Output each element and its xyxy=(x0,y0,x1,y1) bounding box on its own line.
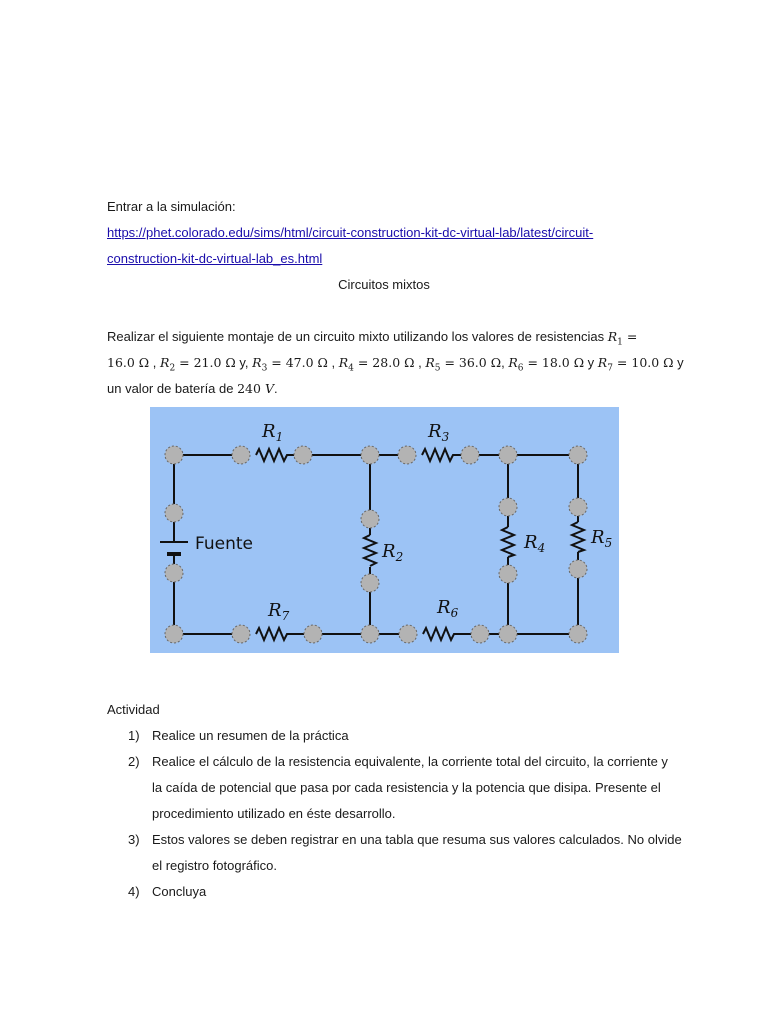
circuit-background xyxy=(150,407,619,653)
statement-line-2: 16.0 Ω , $R_2 = 21.0$ Ω y, $R_3 = 47.0$ Ω , $R_4 = 28.0$ Ω , $R_5 = 36.0$ Ω, $R_6 = 18.0$ Ω y $R_7 = 10.0$ Ω y xyxy=(107,355,684,374)
activity-item-4: 4) Concluya xyxy=(128,884,207,899)
label-r1: $R_1$ xyxy=(262,421,284,444)
label-r5: $R_5$ xyxy=(591,527,613,550)
page-title: Circuitos mixtos xyxy=(338,277,430,292)
label-r2: $R_2$ xyxy=(382,541,404,564)
activity-item-1: 1) Realice un resumen de la práctica xyxy=(128,728,349,743)
statement-line-1: Realizar el siguiente montaje de un circuito mixto utilizando los valores de resistencias $R_1$ = xyxy=(107,329,638,348)
label-r3: $R_3$ xyxy=(428,421,450,444)
activity-item-2-line-3: procedimiento utilizado en éste desarrollo. xyxy=(152,806,396,821)
simulation-link-line1[interactable]: https://phet.colorado.edu/sims/html/circuit-construction-kit-dc-virtual-lab/latest/circuit- xyxy=(107,225,594,240)
activity-item-2-line-2: la caída de potencial que pasa por cada resistencia y la potencia que disipa. Presente el xyxy=(152,780,661,795)
label-r7: $R_7$ xyxy=(268,600,290,623)
activity-heading: Actividad xyxy=(107,702,160,717)
label-fuente: Fuente xyxy=(195,534,253,554)
circuit-diagram xyxy=(150,407,619,653)
circuit-svg xyxy=(150,407,619,653)
simulation-link-line2[interactable]: construction-kit-dc-virtual-lab_es.html xyxy=(107,251,323,266)
intro-heading: Entrar a la simulación: xyxy=(107,199,236,214)
activity-item-3: 3) Estos valores se deben registrar en una tabla que resuma sus valores calculados. No olvide xyxy=(128,832,682,847)
label-r6: $R_6$ xyxy=(437,597,459,620)
statement-line-3: un valor de batería de 240 V. xyxy=(107,381,278,396)
activity-item-2: 2) Realice el cálculo de la resistencia equivalente, la corriente total del circuito, la corriente y xyxy=(128,754,668,769)
activity-item-3-line-2: el registro fotográfico. xyxy=(152,858,278,873)
label-r4: $R_4$ xyxy=(524,532,546,555)
